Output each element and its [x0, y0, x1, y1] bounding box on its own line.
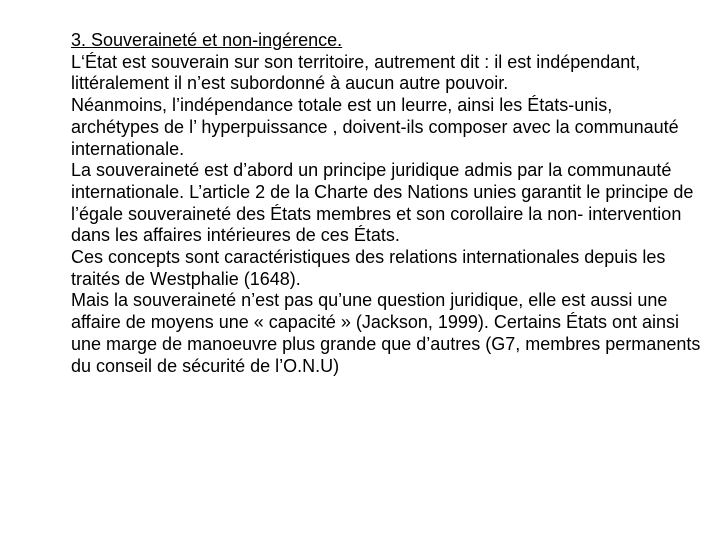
- paragraph-sovereignty-definition: L‘État est souverain sur son territoire, autrement dit : il est indépendant, littéralement il n’est subordonné à aucun autre pouvoir.: [71, 51, 641, 94]
- paragraph-legal-principle: La souveraineté est d’abord un principe juridique admis par la communauté internationale. L’article 2 de la Charte des Nations unies garantit le principe de l’égale souveraineté des États membres et son corollaire la non- intervention dans les affaires intérieures de ces États.: [71, 160, 694, 246]
- text-block: [71, 30, 701, 377]
- paragraph-capacity: Mais la souveraineté n’est pas qu’une question juridique, elle est aussi une affaire de moyens une « capacité » (Jackson, 1999). Certains États ont ainsi une marge de manoeuvre plus grande que d’autres (G7, membres permanents du conseil de sécurité de l’O.N.U): [71, 290, 701, 376]
- paragraph-independence-limits: Néanmoins, l’indépendance totale est un leurre, ainsi les États-unis, archétypes de l’ hyperpuissance , doivent-ils composer avec la communauté internationale.: [71, 95, 679, 159]
- section-heading: 3. Souveraineté et non-ingérence.: [71, 30, 343, 50]
- paragraph-westphalia: Ces concepts sont caractéristiques des relations internationales depuis les traités de Westphalie (1648).: [71, 247, 666, 289]
